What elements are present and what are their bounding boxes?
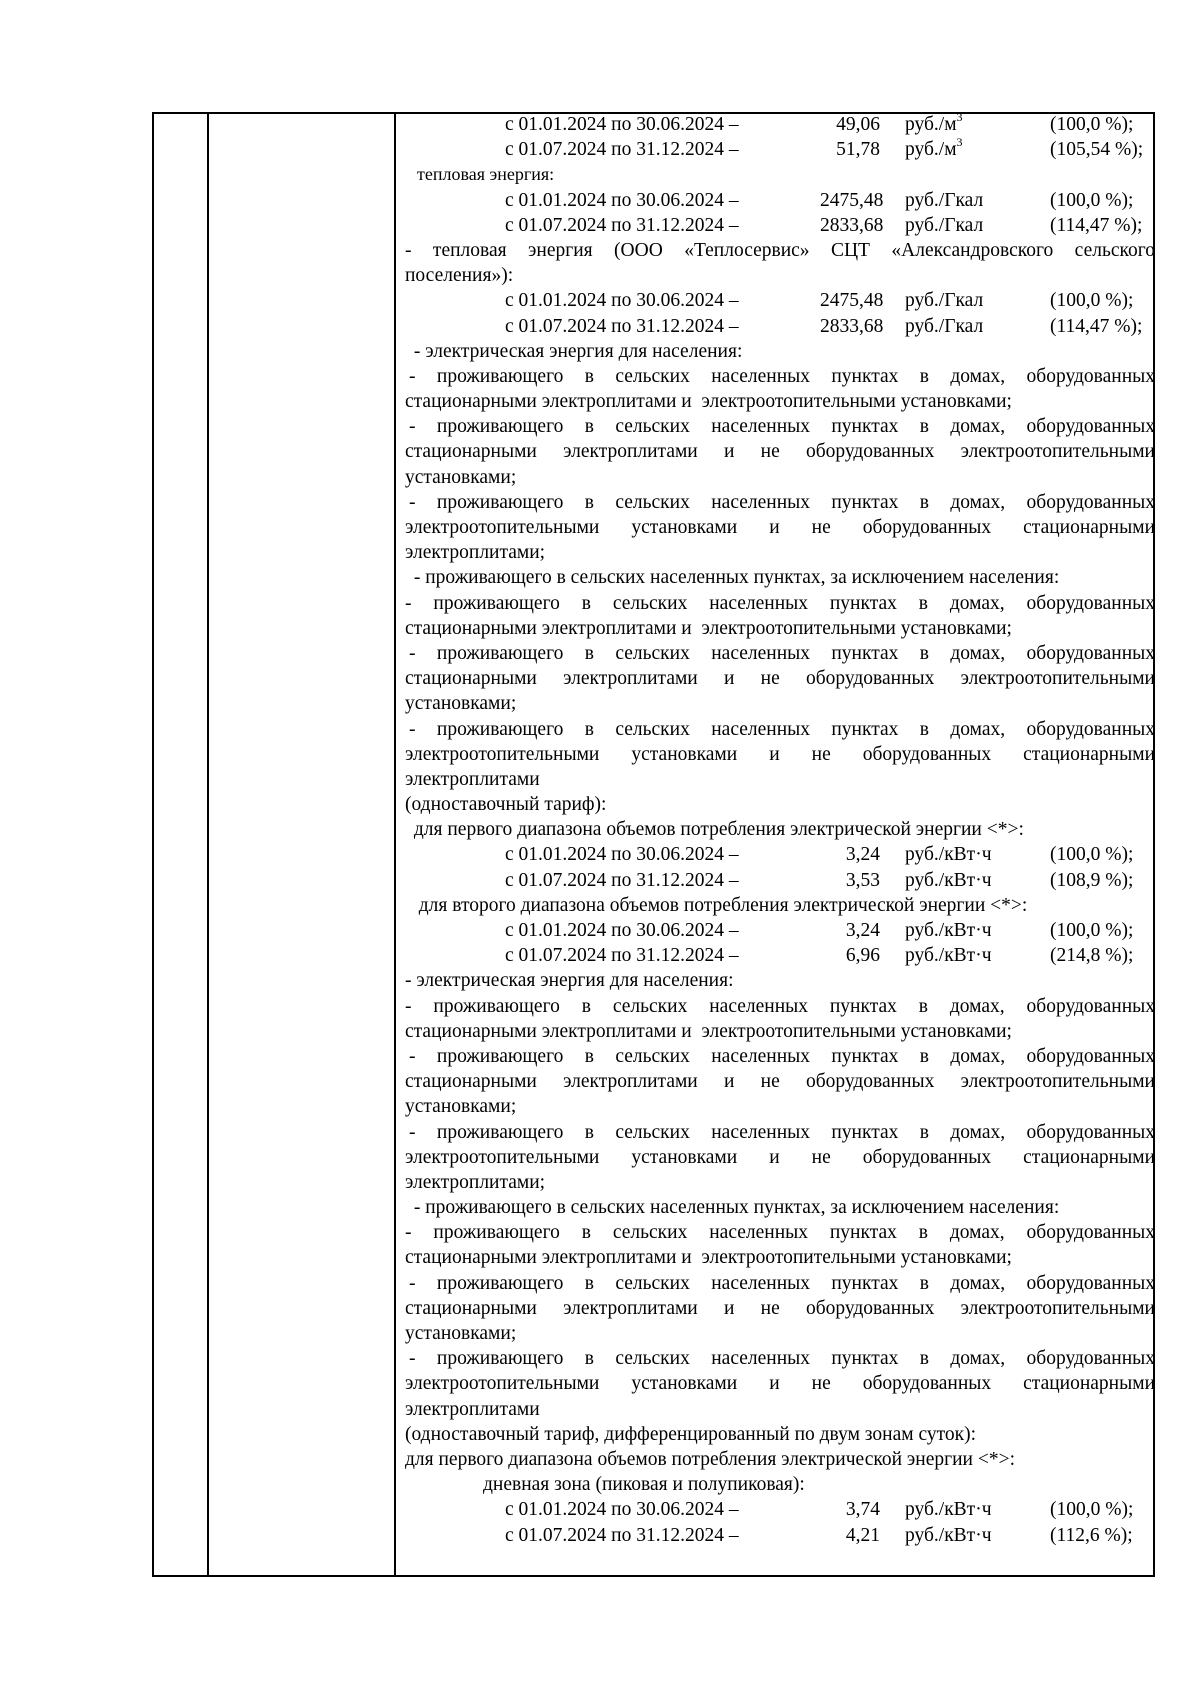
rate-unit: руб./кВт·ч bbox=[905, 844, 992, 866]
tariff-rate-row bbox=[405, 1497, 1155, 1522]
text-line: стационарными электроплитами и электроотопительными установками; bbox=[405, 617, 1012, 639]
justified-text-line: электроотопительными установками и не оборудованных стационарными bbox=[405, 1146, 1155, 1168]
text-line: стационарными электроплитами и электроотопительными установками; bbox=[405, 1247, 1012, 1269]
tariff-rate-row bbox=[405, 1523, 1155, 1548]
justified-text-line: электроотопительными установками и не оборудованных стационарными bbox=[405, 743, 1155, 765]
tariff-rate-row bbox=[405, 134, 1155, 162]
rate-percent: (108,9 %); bbox=[1050, 869, 1134, 891]
rate-unit: $руб./м^3$ bbox=[905, 134, 963, 161]
rate-value: 2475,48 bbox=[820, 189, 884, 211]
rate-percent: (100,0 %); bbox=[1050, 1499, 1134, 1521]
rate-value: 51,78 bbox=[836, 139, 880, 161]
rate-period: с 01.01.2024 по 30.06.2024 – bbox=[505, 920, 739, 941]
text-line: дневная зона (пиковая и полупиковая): bbox=[483, 1474, 805, 1496]
rate-value: 6,96 bbox=[845, 945, 880, 967]
rate-percent: (105,54 %); bbox=[1050, 139, 1144, 161]
rate-percent: (114,47 %); bbox=[1050, 315, 1143, 337]
justified-text-line: - проживающего в сельских населенных пунктах в домах, оборудованных bbox=[405, 1222, 1155, 1244]
text-line: - проживающего в сельских населенных пунктах, за исключением населения: bbox=[409, 567, 1060, 589]
rate-value: 3,53 bbox=[845, 869, 880, 891]
text-line: поселения»): bbox=[405, 265, 514, 287]
tariff-rate-row bbox=[405, 943, 1155, 968]
text-line: тепловая энергия: bbox=[417, 164, 555, 185]
rate-value: 4,21 bbox=[845, 1524, 880, 1546]
rate-percent: (114,47 %); bbox=[1050, 214, 1143, 236]
text-line: стационарными электроплитами и электроотопительными установками; bbox=[405, 391, 1012, 413]
rate-unit: руб./кВт·ч bbox=[905, 869, 992, 891]
justified-text-line: - проживающего в сельских населенных пунктах в домах, оборудованных bbox=[409, 642, 1155, 664]
tariff-rate-row bbox=[405, 288, 1155, 313]
justified-text-line: стационарными электроплитами и не оборудованных электроотопительными bbox=[405, 1071, 1155, 1093]
rate-unit: $руб./м^3$ bbox=[905, 109, 963, 135]
rate-value: 2833,68 bbox=[820, 315, 884, 337]
rate-period: с 01.01.2024 по 30.06.2024 – bbox=[505, 290, 739, 312]
rate-unit: руб./кВт·ч bbox=[905, 1499, 992, 1521]
tariff-rate-row bbox=[405, 918, 1155, 943]
rate-percent: (100,0 %); bbox=[1050, 920, 1134, 941]
table-left-border bbox=[152, 112, 154, 1577]
justified-text-line: электроотопительными установками и не оборудованных стационарными bbox=[405, 517, 1155, 538]
text-line: установками; bbox=[405, 466, 517, 488]
text-line: - электрическая энергия для населения: bbox=[409, 340, 743, 362]
text-line: (одноставочный тариф): bbox=[405, 794, 607, 816]
rate-value: 2475,48 bbox=[820, 290, 884, 312]
rate-percent: (100,0 %); bbox=[1050, 114, 1134, 135]
text-line: стационарными электроплитами и электроотопительными установками; bbox=[405, 1020, 1012, 1042]
justified-text-line: стационарными электроплитами и не оборудованных электроотопительными bbox=[405, 441, 1155, 463]
justified-text-line: стационарными электроплитами и не оборудованных электроотопительными bbox=[405, 668, 1155, 690]
rate-period: с 01.01.2024 по 30.06.2024 – bbox=[505, 189, 739, 211]
text-line: установками; bbox=[405, 1323, 517, 1344]
justified-text-line: электроотопительными установками и не оборудованных стационарными bbox=[405, 1373, 1155, 1395]
rate-period: с 01.07.2024 по 31.12.2024 – bbox=[505, 315, 739, 337]
text-line: электроплитами; bbox=[405, 542, 546, 564]
table-column-divider-2 bbox=[394, 112, 396, 1577]
tariff-cell-text bbox=[405, 109, 1155, 1548]
rate-unit-superscript: 3 bbox=[956, 109, 963, 124]
justified-text-line: - тепловая энергия (ООО «Теплосервис» СЦТ «Александровского сельского bbox=[405, 239, 1155, 261]
rate-unit-superscript: 3 bbox=[956, 134, 963, 149]
rate-unit: руб./кВт·ч bbox=[905, 920, 992, 941]
justified-text-line: - проживающего в сельских населенных пунктах в домах, оборудованных bbox=[405, 995, 1155, 1017]
rate-percent: (112,6 %); bbox=[1050, 1524, 1133, 1546]
rate-percent: (100,0 %); bbox=[1050, 290, 1134, 312]
rate-period: с 01.07.2024 по 31.12.2024 – bbox=[505, 139, 739, 161]
rate-value: 3,24 bbox=[845, 920, 880, 941]
rate-period: с 01.01.2024 по 30.06.2024 – bbox=[505, 844, 739, 866]
rate-period: с 01.07.2024 по 31.12.2024 – bbox=[505, 1524, 739, 1546]
text-line: для первого диапазона объемов потребления электрической энергии <*>: bbox=[405, 1448, 1016, 1470]
text-line: - электрическая энергия для населения: bbox=[405, 970, 734, 992]
rate-unit: руб./Гкал bbox=[905, 315, 984, 337]
text-line: установками; bbox=[405, 693, 517, 715]
rate-value: 3,24 bbox=[845, 844, 880, 866]
tariff-rate-row bbox=[405, 314, 1155, 339]
text-line: электроплитами bbox=[405, 768, 540, 790]
rate-period: с 01.01.2024 по 30.06.2024 – bbox=[505, 114, 739, 135]
rate-value: 2833,68 bbox=[820, 214, 884, 236]
rate-percent: (100,0 %); bbox=[1050, 189, 1134, 211]
tariff-rate-row bbox=[405, 842, 1155, 867]
rate-unit: руб./Гкал bbox=[905, 214, 984, 236]
justified-text-line: - проживающего в сельских населенных пунктах в домах, оборудованных bbox=[409, 1272, 1155, 1294]
justified-text-line: - проживающего в сельских населенных пунктах в домах, оборудованных bbox=[409, 1121, 1155, 1143]
justified-text-line: стационарными электроплитами и не оборудованных электроотопительными bbox=[405, 1297, 1155, 1319]
rate-unit: руб./кВт·ч bbox=[905, 945, 992, 967]
justified-text-line: - проживающего в сельских населенных пунктах в домах, оборудованных bbox=[409, 491, 1155, 513]
justified-text-line: - проживающего в сельских населенных пунктах в домах, оборудованных bbox=[409, 365, 1155, 387]
table-bottom-border bbox=[152, 1575, 1155, 1577]
rate-percent: (214,8 %); bbox=[1050, 945, 1134, 967]
text-line: для второго диапазона объемов потребления электрической энергии <*>: bbox=[409, 894, 1028, 916]
text-line: - проживающего в сельских населенных пунктах, за исключением населения: bbox=[409, 1197, 1060, 1219]
tariff-rate-row bbox=[405, 868, 1155, 893]
rate-period: с 01.07.2024 по 31.12.2024 – bbox=[505, 214, 739, 236]
justified-text-line: - проживающего в сельских населенных пунктах в домах, оборудованных bbox=[409, 1045, 1155, 1067]
rate-value: 3,74 bbox=[845, 1499, 880, 1521]
rate-period: с 01.07.2024 по 31.12.2024 – bbox=[505, 945, 739, 967]
justified-text-line: - проживающего в сельских населенных пунктах в домах, оборудованных bbox=[409, 416, 1155, 438]
rate-unit: руб./кВт·ч bbox=[905, 1524, 992, 1546]
text-line: (одноставочный тариф, дифференцированный по двум зонам суток): bbox=[405, 1423, 976, 1445]
rate-percent: (100,0 %); bbox=[1050, 844, 1134, 866]
justified-text-line: - проживающего в сельских населенных пунктах в домах, оборудованных bbox=[409, 718, 1155, 740]
tariff-rate-row bbox=[405, 213, 1155, 238]
rate-unit: руб./Гкал bbox=[905, 189, 984, 211]
text-line: электроплитами bbox=[405, 1398, 540, 1420]
rate-value: 49,06 bbox=[836, 114, 880, 135]
rate-period: с 01.01.2024 по 30.06.2024 – bbox=[505, 1499, 739, 1521]
tariff-rate-row bbox=[405, 188, 1155, 213]
rate-period: с 01.07.2024 по 31.12.2024 – bbox=[505, 869, 739, 891]
tariff-rate-row bbox=[405, 109, 1155, 137]
rate-unit: руб./Гкал bbox=[905, 290, 984, 312]
table-column-divider-1 bbox=[207, 112, 209, 1577]
text-line: для первого диапазона объемов потребления электрической энергии <*>: bbox=[409, 819, 1024, 841]
justified-text-line: - проживающего в сельских населенных пунктах в домах, оборудованных bbox=[409, 1348, 1155, 1370]
text-line: установками; bbox=[405, 1096, 517, 1118]
text-line: электроплитами; bbox=[405, 1171, 546, 1193]
justified-text-line: - проживающего в сельских населенных пунктах в домах, оборудованных bbox=[405, 592, 1155, 614]
